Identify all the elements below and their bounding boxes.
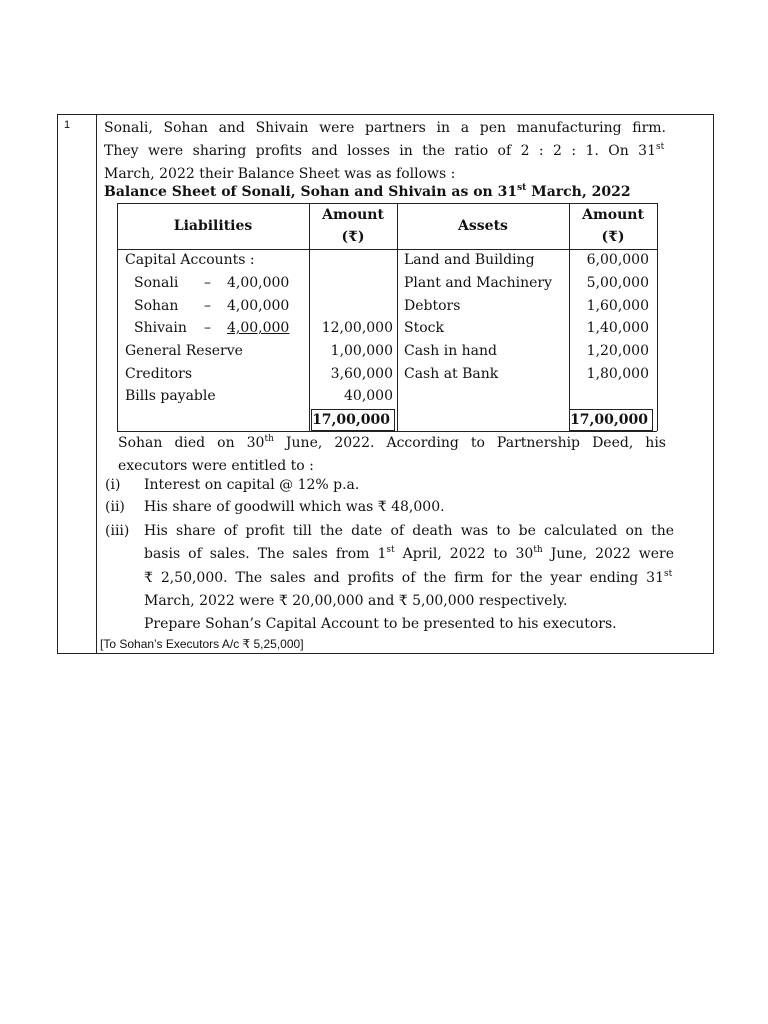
liability-label: Bills payable [125,388,216,404]
intro-line-2: They were sharing profits and losses in the ratio of 2 : 2 : 1. On 31 [104,143,656,159]
partner-dash: – [204,275,211,291]
death-line-2: executors were entitled to : [118,458,314,474]
liability-amount: 3,60,000 [330,366,393,382]
liability-label: Creditors [125,366,193,382]
condition-marker: (i) [105,477,121,493]
asset-amount: 5,00,000 [586,275,649,291]
liability-amount: 40,000 [344,388,393,404]
liability-label: General Reserve [125,343,243,359]
asset-amount: 1,40,000 [586,320,649,336]
condition-text: His share of goodwill which was ₹ 48,000. [144,499,445,515]
header-amount-assets: Amount [582,207,644,223]
asset-label: Stock [404,320,444,336]
death-line-1: Sohan died on 30th June, 2022. According to Partnership Deed, his [118,434,666,451]
partner-capital: 4,00,000 [227,320,290,336]
intro-line-3: March, 2022 their Balance Sheet was as follows : [104,166,456,182]
condition-marker: (ii) [105,499,125,515]
asset-label: Plant and Machinery [404,275,553,291]
condition-marker: (iii) [105,523,130,539]
header-amount-liabilities-unit: (₹) [341,229,365,245]
partner-name: Shivain [134,320,187,336]
intro-line-2-sup: st [656,142,665,152]
partner-name: Sohan [134,298,179,314]
asset-amount: 1,80,000 [586,366,649,382]
intro-line-1: Sonali, Sohan and Shivain were partners in a pen manufacturing firm. [104,120,666,136]
asset-label: Land and Building [404,252,535,268]
asset-amount: 1,60,000 [586,298,649,314]
balance-sheet-heading: Balance Sheet of Sonali, Sohan and Shivain as on 31st March, 2022 [104,183,631,200]
condition-text: His share of profit till the date of death was to be calculated on the [144,523,674,539]
condition-3-line-4: March, 2022 were ₹ 20,00,000 and ₹ 5,00,000 respectively. [144,593,568,609]
balance-sheet-table [117,203,657,431]
condition-3-line-3-sup: st [664,569,673,579]
header-amount-assets-unit: (₹) [601,229,625,245]
header-amount-liabilities: Amount [322,207,384,223]
partner-dash: – [204,320,211,336]
partner-capital: 4,00,000 [227,275,290,291]
capital-accounts-label: Capital Accounts : [125,252,255,268]
instruction: Prepare Sohan’s Capital Account to be presented to his executors. [144,616,617,632]
liability-amount: 1,00,000 [330,343,393,359]
question-number: 1 [64,119,71,131]
condition-3-line-2: basis of sales. The sales from 1st April, 2022 to 30th June, 2022 were [144,545,675,562]
assets-total: 17,00,000 [569,409,653,431]
header-liabilities: Liabilities [173,218,253,234]
liabilities-total: 17,00,000 [311,409,395,431]
condition-text: Interest on capital @ 12% p.a. [144,477,360,493]
partner-name: Sonali [134,275,179,291]
answer-note: [To Sohan’s Executors A/c ₹ 5,25,000] [100,637,304,651]
number-column-divider [96,114,97,654]
header-assets: Assets [458,218,508,234]
asset-amount: 1,20,000 [586,343,649,359]
asset-label: Cash in hand [404,343,497,359]
partner-capital: 4,00,000 [227,298,290,314]
asset-label: Debtors [404,298,461,314]
asset-amount: 6,00,000 [586,252,649,268]
asset-label: Cash at Bank [404,366,499,382]
condition-3-line-3: ₹ 2,50,000. The sales and profits of the firm for the year ending 31 [144,570,664,586]
capital-total: 12,00,000 [321,320,393,336]
partner-dash: – [204,298,211,314]
